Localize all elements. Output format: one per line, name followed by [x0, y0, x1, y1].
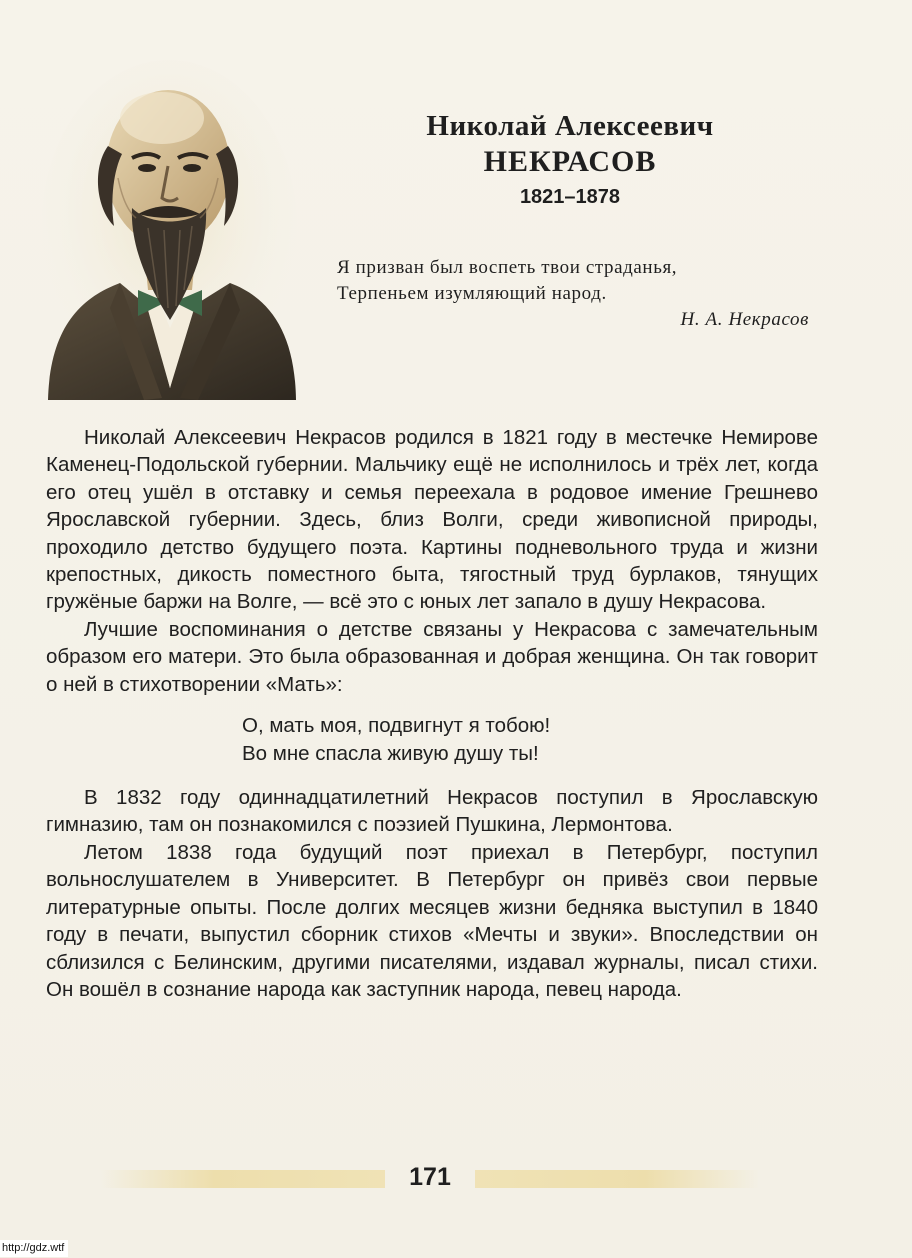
epigraph-line-1: Я призван был воспеть твои страданья,: [337, 257, 678, 278]
watermark-link[interactable]: http://gdz.wtf: [0, 1240, 68, 1257]
paragraph-3: В 1832 году одиннадцатилетний Некрасов поступил в Ярославскую гимназию, там он познакомился с поэзией Пушкина, Лермонтова.: [46, 786, 818, 837]
page-footer: [100, 1158, 760, 1198]
poem-quote: [242, 712, 818, 768]
footer-decor-right: [475, 1170, 760, 1188]
poem-line-1: О, мать моя, подвигнут я тобою!: [242, 714, 551, 738]
poem-line-2: Во мне спасла живую душу ты!: [242, 742, 539, 766]
author-header: [330, 108, 810, 210]
footer-decor-left: [100, 1170, 385, 1188]
author-last-name: НЕКРАСОВ: [483, 145, 657, 178]
epigraph: [337, 255, 809, 333]
biography-text: [46, 424, 818, 1003]
epigraph-line-2: Терпеньем изумляющий народ.: [337, 283, 607, 304]
author-years: 1821–1878: [519, 186, 621, 208]
paragraph-4: Летом 1838 года будущий поэт приехал в Петербург, поступил вольнослушателем в Университет. В Петербург он привёз свои первые литературные опыты. После долгих месяцев жизни бедняка выступил в 1840 году в печати, выпустил сборник стихов «Мечты и звуки». Впоследствии он сблизился с Белинским, другими писателями, издавал журналы, писал стихи. Он вошёл в сознание народа как заступник народа, певец народа.: [46, 840, 818, 1001]
paragraph-2: Лучшие воспоминания о детстве связаны у Некрасова с замечательным образом его матери. Это была образованная и добрая женщина. Он так говорит о ней в стихотворении «Мать»:: [46, 617, 818, 696]
epigraph-signature: Н. А. Некрасов: [680, 309, 809, 330]
page-number: 171: [409, 1163, 451, 1191]
portrait-icon: [40, 58, 298, 400]
paragraph-1: Николай Алексеевич Некрасов родился в 1821 году в местечке Немирове Каменец-Подольской губернии. Мальчику ещё не исполнилось и трёх лет, когда его отец ушёл в отставку и семья переехала в родовое имение Грешнево Ярославской губернии. Здесь, близ Волги, среди живописной природы, проходило детство будущего поэта. Картины подневольного труда и жизни крепостных, дикость поместного быта, тягостный труд бурлаков, тянущих гружёные баржи на Волге, — всё это с юных лет запало в душу Некрасова.: [46, 426, 818, 614]
author-first-name: Николай Алексеевич: [426, 110, 714, 142]
portrait-illustration: [40, 58, 298, 400]
